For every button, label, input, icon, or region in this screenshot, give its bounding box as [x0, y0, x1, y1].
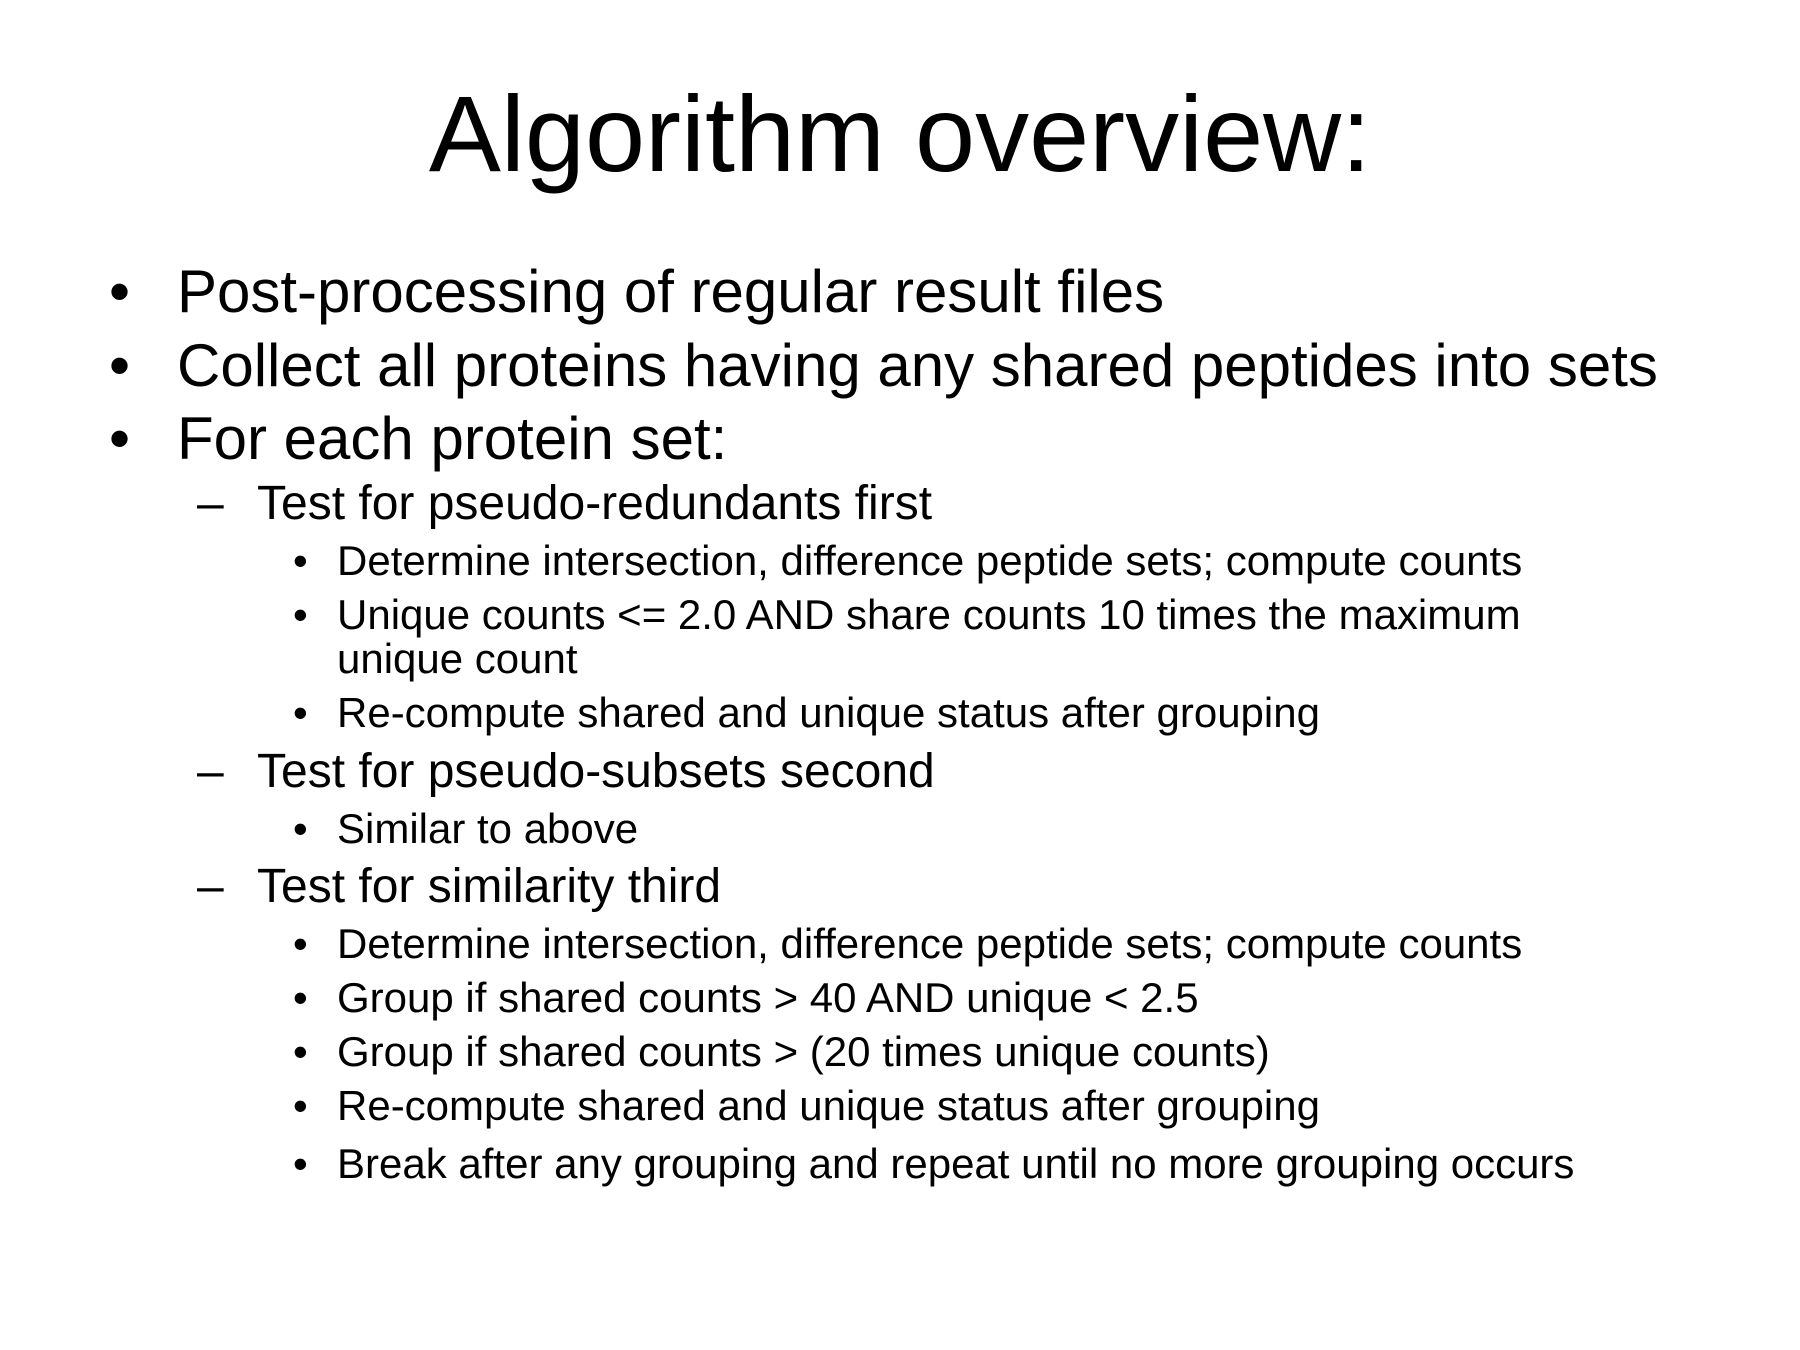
bullet-item — [109, 256, 1165, 328]
sub-item — [293, 1028, 1270, 1075]
sub-item — [293, 920, 1523, 967]
bullet-mark: • — [293, 1082, 308, 1129]
bullet-mark: • — [293, 1140, 308, 1187]
bullet-item — [109, 330, 1658, 402]
sub-item — [293, 974, 1199, 1021]
dash-mark: – — [197, 477, 224, 530]
bullet-text: Post-processing of regular result files — [177, 258, 1165, 325]
bullet-mark: • — [109, 332, 131, 399]
sub-item — [293, 591, 1521, 638]
sub-item-text: Unique counts <= 2.0 AND share counts 10 times the maximum — [337, 591, 1521, 638]
sub-item — [293, 805, 639, 852]
step-text: Test for pseudo-subsets second — [257, 745, 935, 798]
bullet-mark: • — [109, 258, 131, 325]
step-item — [197, 475, 933, 533]
bullet-text: Collect all proteins having any shared peptides into sets — [177, 332, 1658, 399]
sub-item-text: Determine intersection, difference peptide sets; compute counts — [337, 920, 1523, 967]
bullet-mark: • — [293, 974, 308, 1021]
bullet-item — [109, 403, 728, 475]
bullet-mark: • — [293, 689, 308, 736]
step-item — [197, 743, 935, 801]
sub-item-continuation — [337, 636, 578, 682]
sub-item-text: Group if shared counts > 40 AND unique < 2.5 — [337, 974, 1199, 1021]
step-item — [197, 858, 722, 916]
sub-item — [293, 1082, 1320, 1129]
bullet-mark: • — [293, 591, 308, 638]
sub-item-text: Similar to above — [337, 805, 639, 852]
dash-mark: – — [197, 860, 224, 913]
bullet-text: For each protein set: — [177, 405, 728, 472]
slide-title: Algorithm overview: — [428, 73, 1372, 194]
step-text: Test for pseudo-redundants first — [257, 477, 933, 530]
sub-item-text: Determine intersection, difference peptide sets; compute counts — [337, 537, 1523, 584]
sub-item-text: Re-compute shared and unique status after grouping — [337, 689, 1320, 736]
bullet-mark: • — [293, 805, 308, 852]
bullet-mark: • — [109, 405, 131, 472]
step-text: Test for similarity third — [257, 860, 722, 913]
sub-item — [293, 689, 1320, 736]
dash-mark: – — [197, 745, 224, 798]
sub-item-text: Re-compute shared and unique status after grouping — [337, 1082, 1320, 1129]
sub-item-text: Break after any grouping and repeat until no more grouping occurs — [337, 1140, 1575, 1187]
sub-item-text: Group if shared counts > (20 times unique counts) — [337, 1028, 1270, 1075]
bullet-mark: • — [293, 1028, 308, 1075]
bullet-mark: • — [293, 537, 308, 584]
bullet-mark: • — [293, 920, 308, 967]
sub-item-text: unique count — [337, 635, 578, 682]
sub-item — [293, 537, 1523, 584]
sub-item — [293, 1140, 1575, 1187]
